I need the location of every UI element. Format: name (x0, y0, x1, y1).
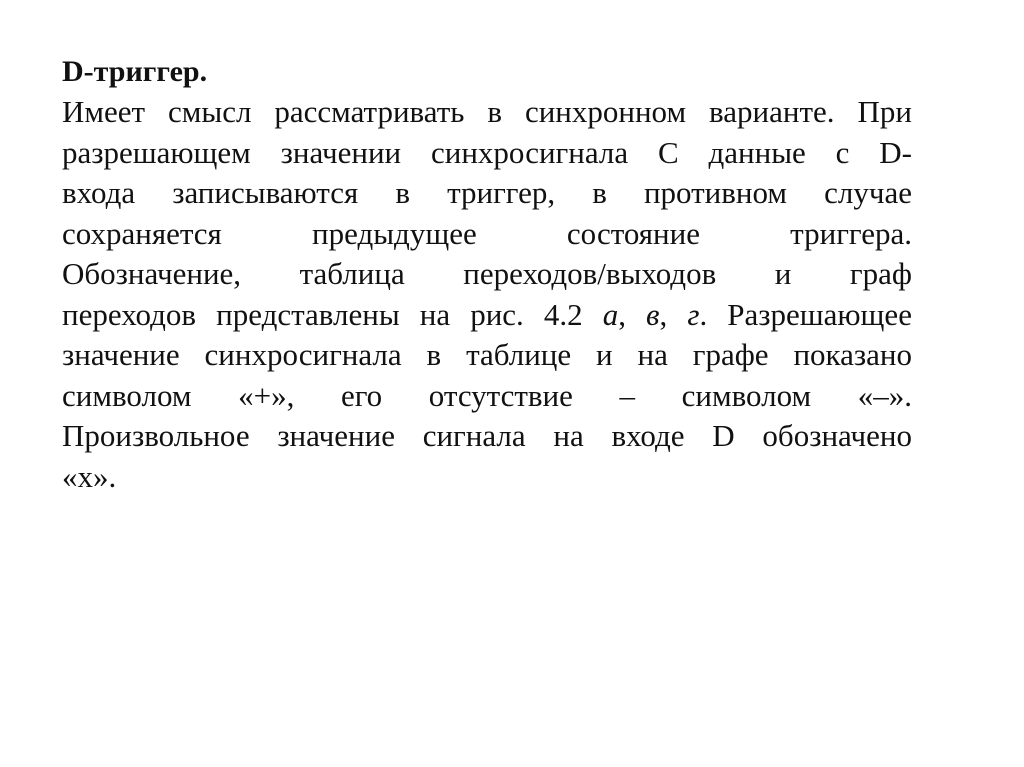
text-word: в (395, 175, 410, 210)
text-word: графе (692, 337, 769, 372)
text-word: Имеет (62, 94, 146, 129)
text-word: символом (681, 377, 812, 413)
text-word: и (774, 256, 792, 291)
text-line (62, 416, 912, 457)
slide-content (62, 52, 912, 497)
text-word: рассматривать (274, 94, 465, 129)
text-word: триггер, (447, 175, 556, 210)
text-word: граф (849, 256, 912, 291)
text-word: синхросигнала (430, 134, 629, 170)
text-word: данные (708, 134, 806, 170)
text-word: синхронном (524, 94, 687, 129)
text-word: с (835, 134, 850, 170)
text-word: входа (62, 175, 136, 210)
text-word: записываются (172, 175, 359, 210)
text-word: в, (646, 296, 668, 332)
text-word: смысл (168, 94, 252, 129)
text-word: в (487, 94, 502, 129)
text-word: значение (62, 337, 180, 372)
text-word: D (712, 418, 735, 453)
slide-title: D-триггер. (62, 55, 208, 88)
text-word: на (637, 337, 668, 372)
text-word: г. (687, 296, 708, 332)
text-word: таблице (466, 337, 572, 372)
text-word: синхросигнала (204, 337, 402, 372)
text-word: «+», (238, 377, 295, 413)
text-word: переходов (62, 296, 197, 332)
body-paragraph (62, 92, 912, 497)
text-word: обозначено (762, 418, 912, 453)
text-word: варианте. (709, 94, 835, 129)
text-word: 4.2 (543, 296, 583, 332)
text-word: противном (643, 175, 788, 210)
text-word: «–». (857, 377, 912, 413)
text-word: таблица (299, 256, 405, 291)
text-line (62, 254, 912, 295)
text-word: случае (824, 175, 912, 210)
text-line (62, 214, 912, 255)
text-word: символом (62, 377, 192, 413)
text-word: сохраняется (62, 215, 222, 251)
text-word: предыдущее (312, 215, 477, 251)
text-line (62, 457, 912, 498)
text-line (62, 173, 912, 214)
text-word: переходов/выходов (463, 256, 717, 291)
text-word: а, (602, 296, 626, 332)
text-word: на (553, 418, 584, 453)
text-word: С (657, 134, 679, 170)
text-word: в (426, 337, 442, 372)
text-word: его (340, 377, 383, 413)
text-line (62, 133, 912, 174)
text-word: Разрешающее (727, 296, 912, 332)
text-word: значение (277, 418, 395, 453)
text-word: Обозначение, (62, 256, 242, 291)
text-word: «х». (62, 458, 117, 494)
text-word: показано (793, 337, 912, 372)
text-word: D- (879, 134, 912, 170)
text-line (62, 376, 912, 417)
text-word: триггера. (790, 215, 912, 251)
text-word: и (596, 337, 613, 372)
text-word: разрешающем (62, 134, 251, 170)
text-line (62, 335, 912, 376)
text-word: При (857, 94, 912, 129)
text-word: значении (280, 134, 402, 170)
text-word: сигнала (422, 418, 526, 453)
text-word: на (419, 296, 451, 332)
text-line (62, 295, 912, 336)
text-word: Произвольное (62, 418, 250, 453)
text-word: в (592, 175, 607, 210)
text-word: состояние (566, 215, 700, 251)
text-word: представлены (216, 296, 400, 332)
text-word: отсутствие (428, 377, 573, 413)
text-word: рис. (470, 296, 524, 332)
text-line (62, 92, 912, 133)
text-word: – (619, 377, 636, 413)
text-word: входе (611, 418, 685, 453)
